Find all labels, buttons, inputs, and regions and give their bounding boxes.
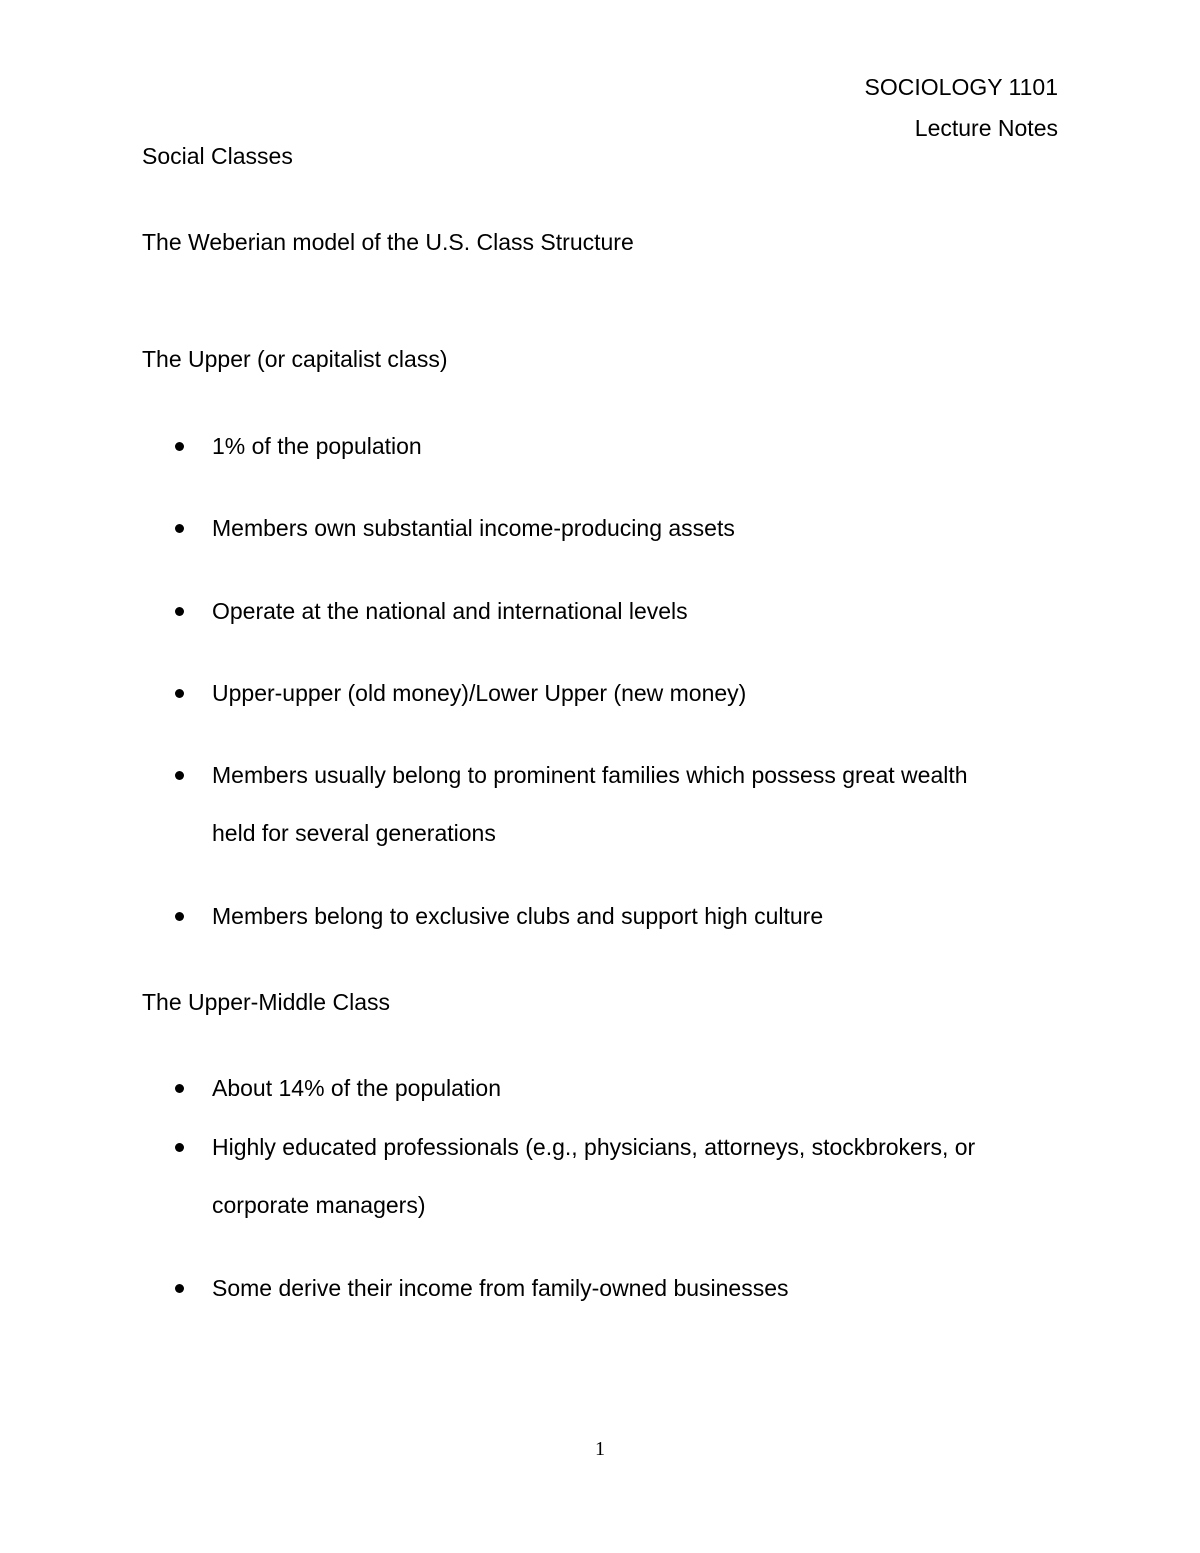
section-heading-upper-middle-class: The Upper-Middle Class bbox=[142, 989, 390, 1015]
list-item-text-continued: corporate managers) bbox=[212, 1192, 426, 1218]
list-item-text: About 14% of the population bbox=[212, 1075, 502, 1101]
bullet-icon bbox=[175, 524, 184, 533]
bullet-icon bbox=[175, 1284, 184, 1293]
list-item-text: Upper-upper (old money)/Lower Upper (new money) bbox=[212, 680, 747, 706]
page-title: Social Classes bbox=[142, 143, 293, 169]
bullet-icon bbox=[175, 607, 184, 616]
bullet-icon bbox=[175, 771, 184, 780]
list-item-text: Members belong to exclusive clubs and support high culture bbox=[212, 903, 824, 929]
document-type: Lecture Notes bbox=[914, 115, 1058, 141]
bullet-icon bbox=[175, 1143, 184, 1152]
bullet-icon bbox=[175, 442, 184, 451]
list-item-text: Highly educated professionals (e.g., physicians, attorneys, stockbrokers, or bbox=[212, 1134, 976, 1160]
section-heading-upper-class: The Upper (or capitalist class) bbox=[142, 346, 448, 372]
bullet-icon bbox=[175, 912, 184, 921]
list-item-text: Members own substantial income-producing assets bbox=[212, 515, 735, 541]
list-item-text-continued: held for several generations bbox=[212, 820, 496, 846]
page-number: 1 bbox=[595, 1438, 605, 1460]
bullet-icon bbox=[175, 689, 184, 698]
list-item-text: Operate at the national and international levels bbox=[212, 598, 688, 624]
page-subtitle: The Weberian model of the U.S. Class Structure bbox=[142, 229, 634, 255]
list-item-text: 1% of the population bbox=[212, 433, 422, 459]
bullet-icon bbox=[175, 1084, 184, 1093]
list-item-text: Some derive their income from family-owned businesses bbox=[212, 1275, 789, 1301]
course-code: SOCIOLOGY 1101 bbox=[864, 74, 1058, 100]
document-header bbox=[865, 73, 1058, 155]
list-item-text: Members usually belong to prominent families which possess great wealth bbox=[212, 762, 968, 788]
